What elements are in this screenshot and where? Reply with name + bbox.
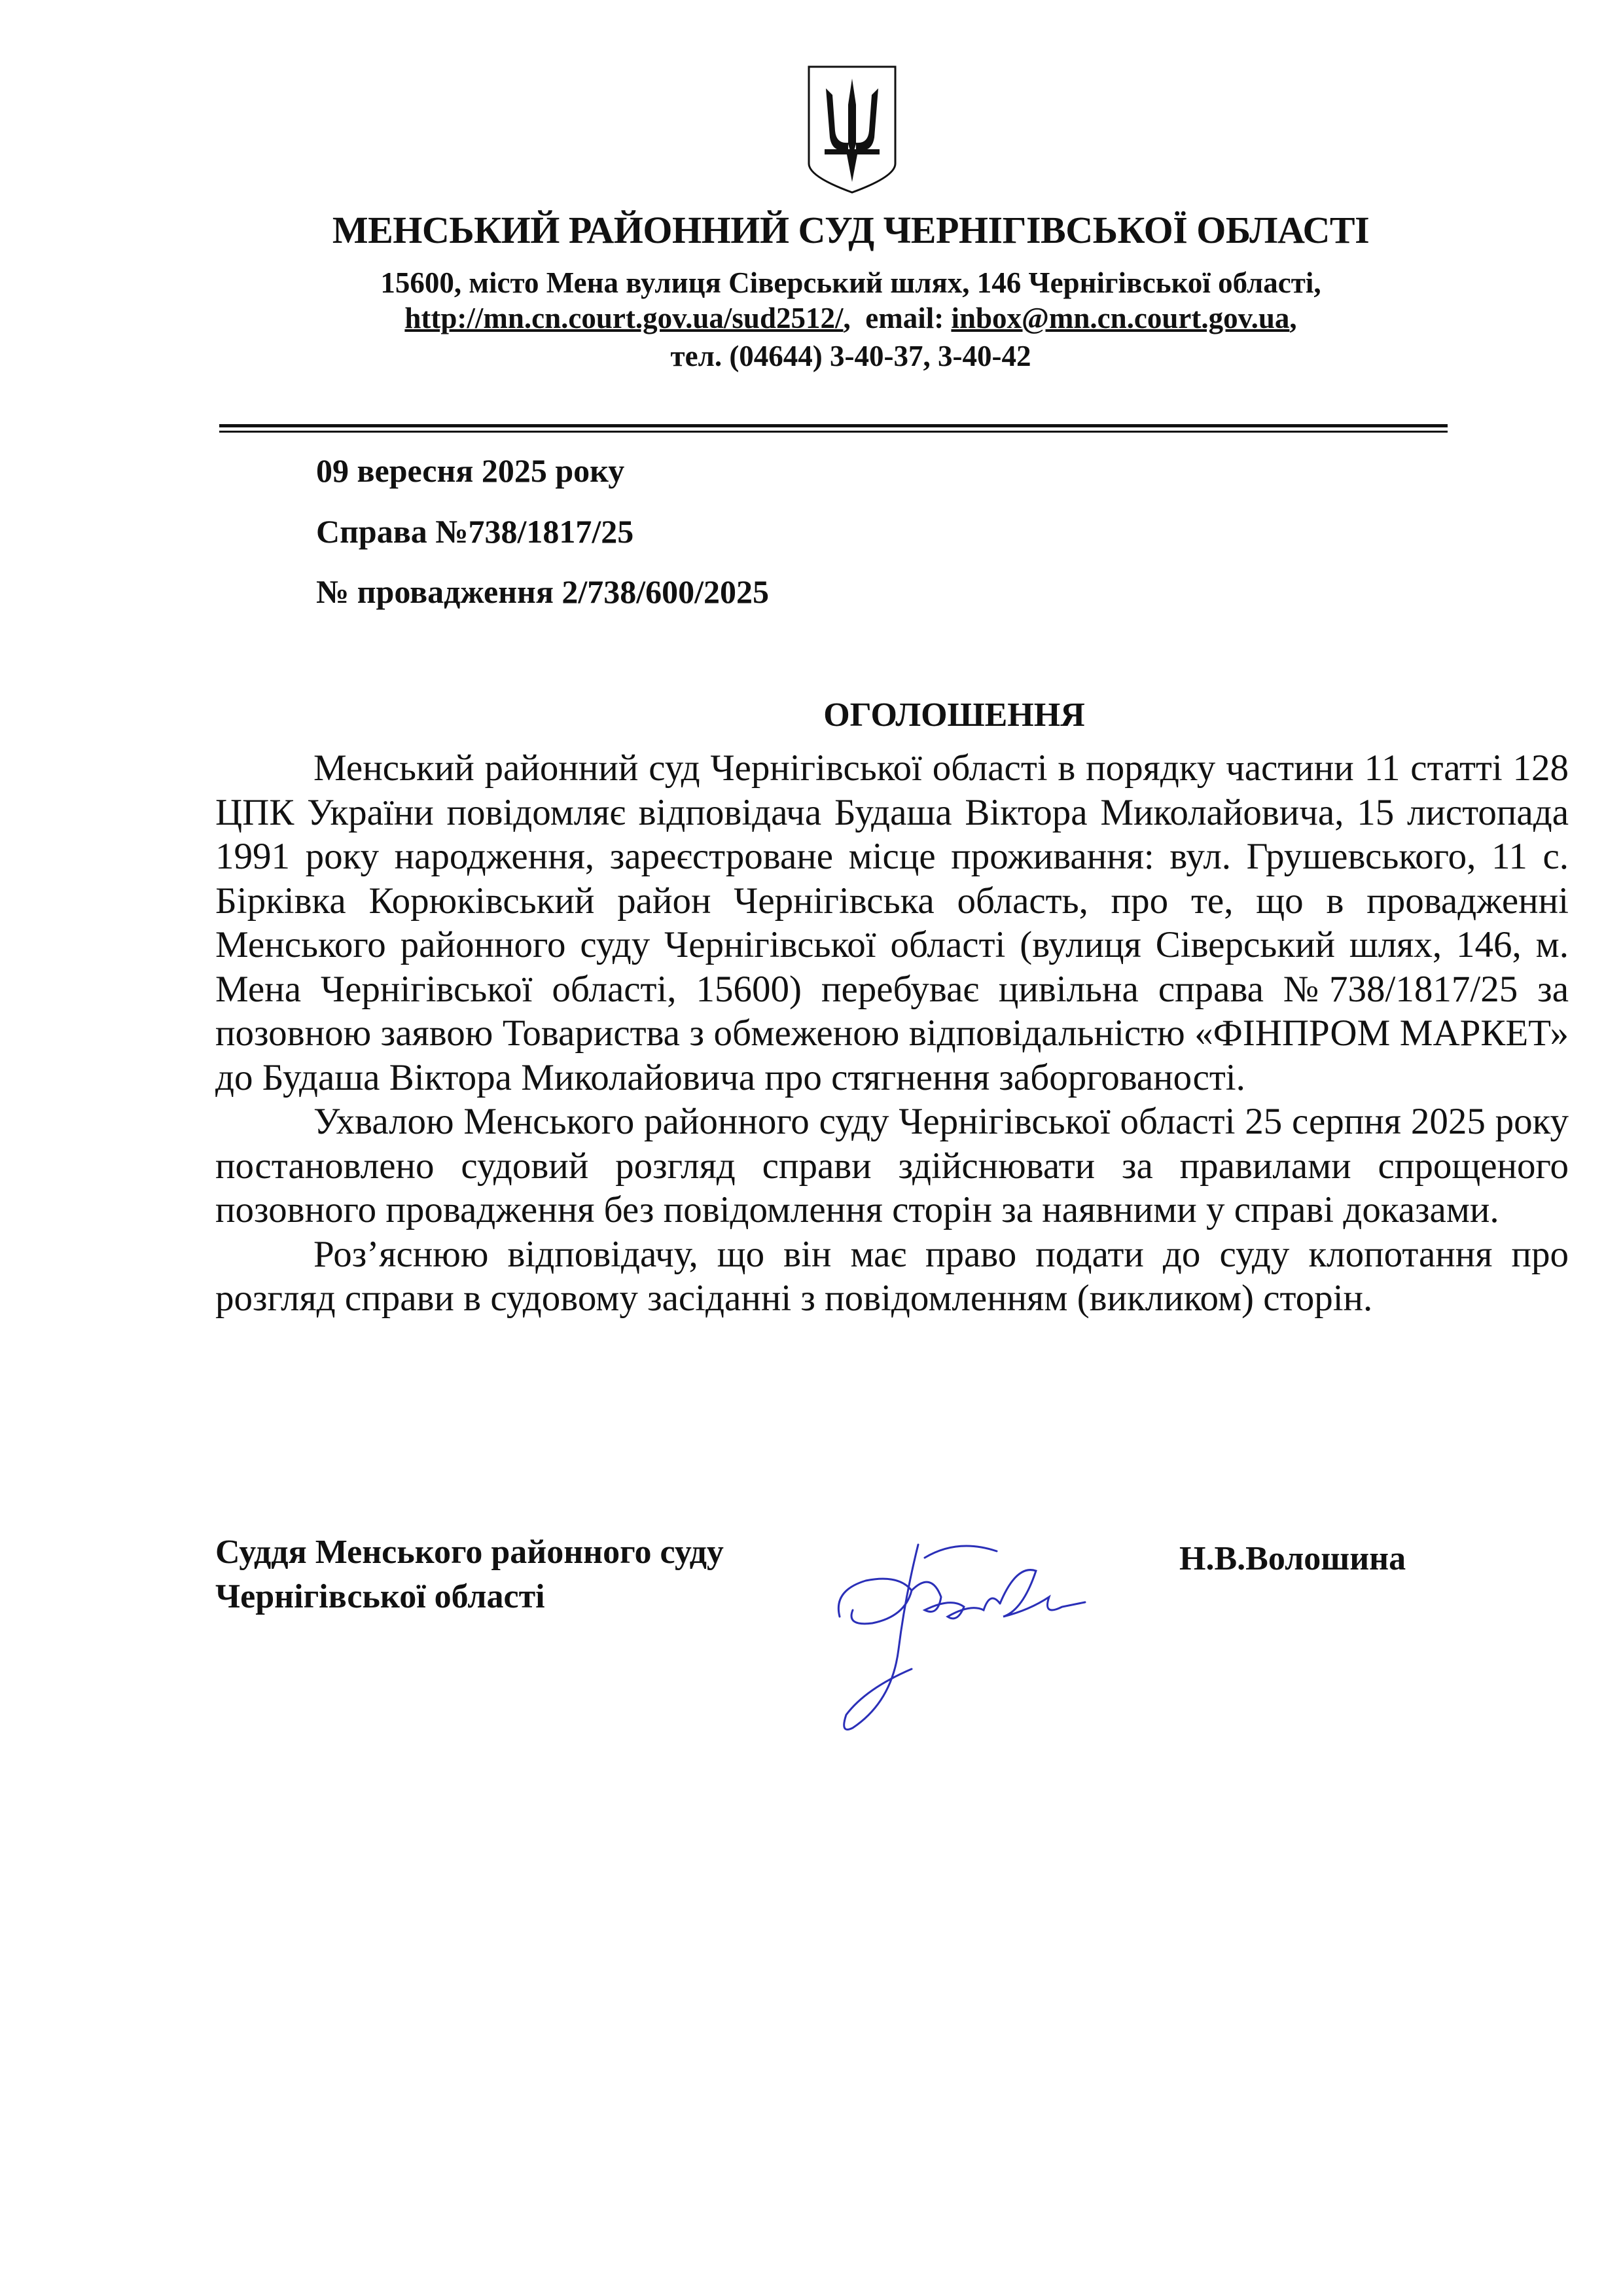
coat-of-arms-icon [806, 65, 898, 194]
website-link[interactable]: http://mn.cn.court.gov.ua/sud2512/ [404, 302, 844, 334]
court-name: МЕНСЬКИЙ РАЙОННИЙ СУД ЧЕРНІГІВСЬКОЇ ОБЛАСТІ [332, 209, 1370, 251]
judge-name: Н.В.Волошина [1179, 1540, 1406, 1577]
judge-title [215, 1530, 724, 1619]
paragraph: Менський районний суд Чернігівської області в порядку частини 11 статті 128 ЦПК України повідомляє відповідача Будаша Віктора Миколайовича, 15 листопада 1991 року народження, зареєстроване місце проживання: вул. Грушевського, 11 с. Бірківка Корюківський район Чернігівська область, про те, що в провадженні Менського районного суду Чернігівської області (вулиця Сіверський шлях, 146, м. Мена Чернігівської області, 15600) перебуває цивільна справа №738/1817/25 за позовною заявою Товариства з обмеженою відповідальністю «ФІНПРОМ МАРКЕТ» до Будаша Віктора Миколайовича про стягнення заборгованості. [215, 747, 1569, 1098]
case-number: Справа №738/1817/25 [316, 513, 634, 550]
court-contacts: http://mn.cn.court.gov.ua/sud2512/, email: inbox@mn.cn.court.gov.ua, [404, 302, 1297, 334]
email-label: email: [865, 302, 944, 334]
header-divider-thin [219, 431, 1448, 433]
handwritten-signature [827, 1518, 1088, 1744]
header-divider [219, 424, 1448, 427]
document-date: 09 вересня 2025 року [316, 452, 625, 489]
paragraph: Роз’яснюю відповідачу, що він має право подати до суду клопотання про розгляд справи в судовому засіданні з повідомленням (викликом) сторін. [215, 1233, 1569, 1319]
court-address: 15600, місто Мена вулиця Сіверський шлях, 146 Чернігівської області, [380, 266, 1321, 299]
court-phone: тел. (04644) 3-40-37, 3-40-42 [670, 340, 1031, 372]
announcement-heading: ОГОЛОШЕННЯ [823, 696, 1085, 734]
announcement-body [215, 746, 1569, 1321]
judge-title-line: Суддя Менського районного суду [215, 1534, 724, 1571]
paragraph: Ухвалою Менського районного суду Чернігівської області 25 серпня 2025 року постановлено судовий розгляд справи здійснювати за правилами спрощеного позовного провадження без повідомлення сторін за наявними у справі доказами. [215, 1101, 1569, 1230]
email-link[interactable]: inbox@mn.cn.court.gov.ua [951, 302, 1290, 334]
proceeding-number: № провадження 2/738/600/2025 [316, 573, 770, 610]
judge-title-line: Чернігівської області [215, 1578, 545, 1615]
